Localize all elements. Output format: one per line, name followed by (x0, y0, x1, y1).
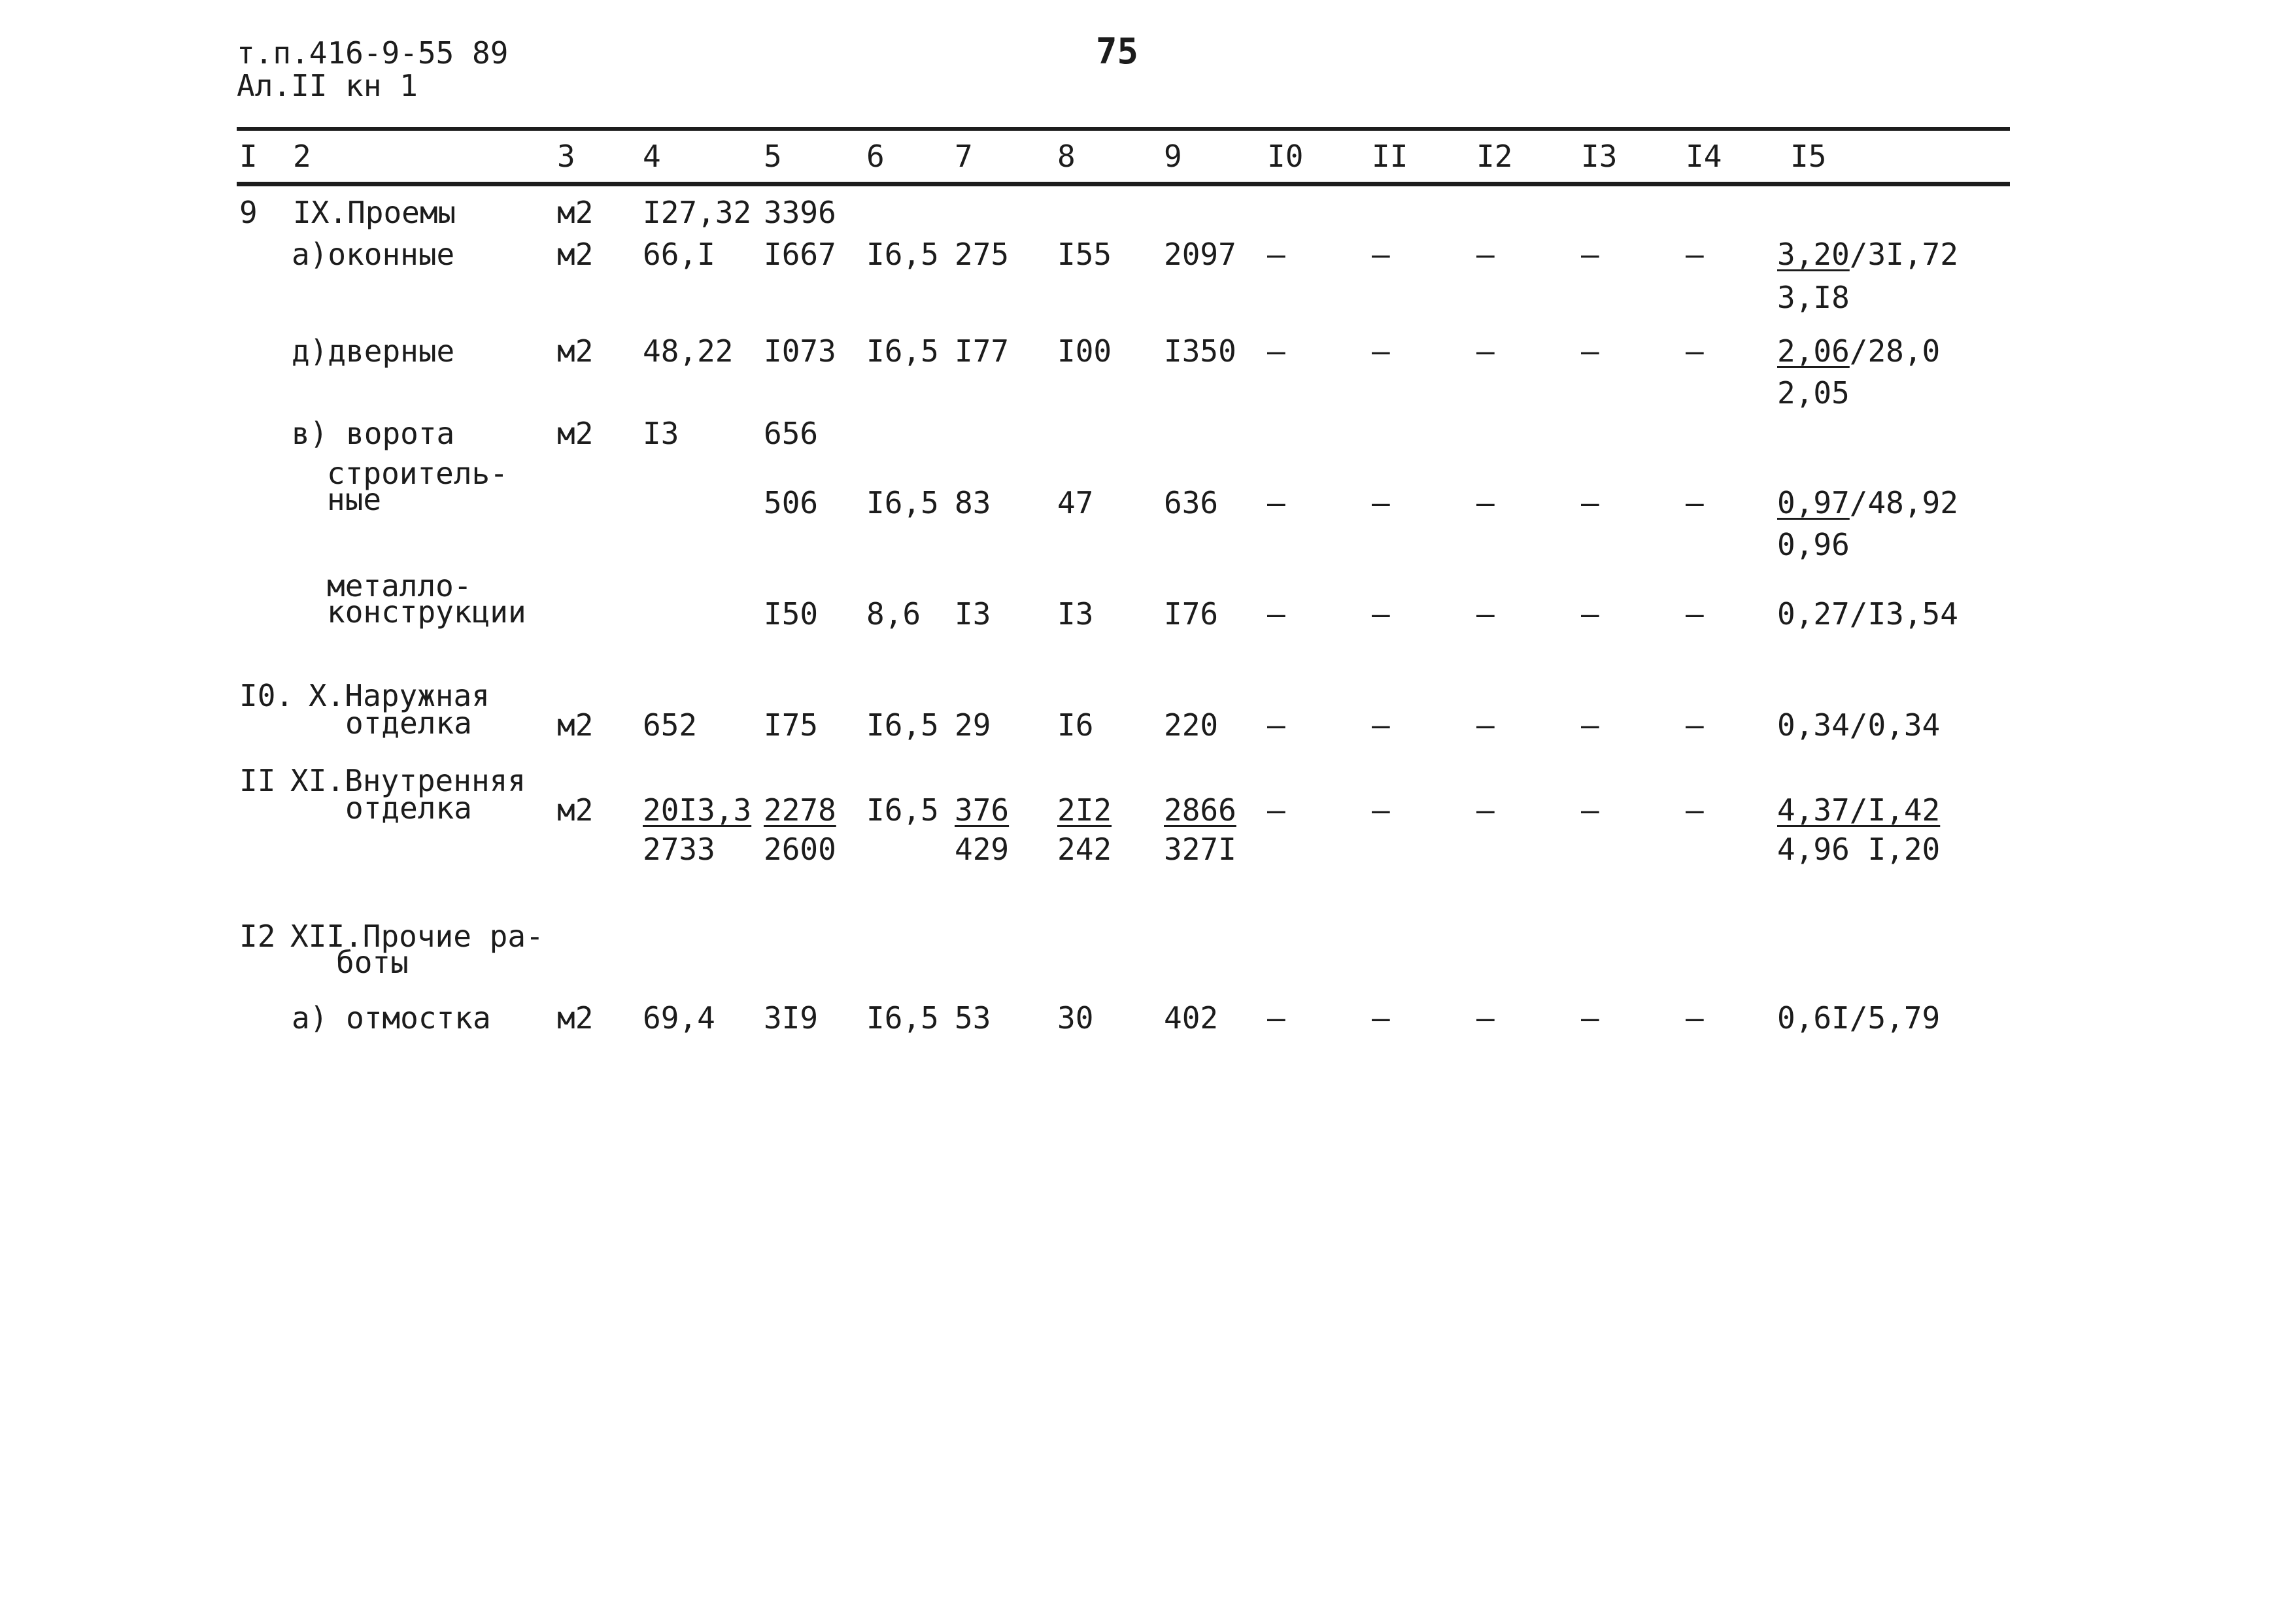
dash-col13: – (1581, 333, 1599, 369)
cell-col8: 47 (1057, 485, 1094, 520)
cell-col15-tail: /3I,72 (1849, 237, 1958, 272)
dash-col13: – (1581, 485, 1599, 520)
dash-col12: – (1476, 792, 1495, 828)
cell-col4: 48,22 (643, 333, 734, 369)
cell-col15-numerator: 2,06 (1777, 333, 1850, 369)
work-name: д)дверные (292, 333, 455, 369)
unit: м2 (557, 333, 594, 369)
cell-col15-top (1777, 333, 1941, 369)
dash-col13: – (1581, 707, 1599, 743)
cell-col9: 636 (1164, 485, 1219, 520)
unit: м2 (557, 1000, 594, 1036)
cell-col15-bottom: 4,96 I,20 (1777, 832, 1941, 867)
cell-col15-tail: /48,92 (1849, 485, 1958, 520)
cell-col5: 3I9 (764, 1000, 819, 1036)
unit: м2 (557, 195, 594, 230)
cell-col6: I6,5 (866, 792, 939, 828)
dash-col13: – (1581, 237, 1599, 272)
dash-col11: – (1372, 1000, 1390, 1036)
cell-col8-bottom: 242 (1057, 832, 1112, 867)
cell-col5-bottom: 2600 (764, 832, 836, 867)
album-reference: Ал.II кн 1 (237, 68, 418, 103)
dash-col14: – (1686, 485, 1704, 520)
cell-col8: I00 (1057, 333, 1112, 369)
cell-col7-top: 376 (955, 792, 1010, 828)
cell-col9-top: 2866 (1164, 792, 1236, 828)
dash-col10: – (1267, 1000, 1285, 1036)
work-name-line2: боты (336, 945, 409, 980)
dash-col11: – (1372, 792, 1390, 828)
cell-col15-bottom: 2,05 (1777, 375, 1850, 411)
work-name: а) отмостка (292, 1000, 491, 1036)
cell-col8: I3 (1057, 596, 1094, 632)
dash-col12: – (1476, 237, 1495, 272)
column-header-10: I0 (1267, 139, 1304, 174)
work-name-line2: отделка (345, 790, 472, 826)
work-name-line2: ные (327, 482, 382, 517)
column-header-9: 9 (1164, 139, 1182, 174)
cell-col4: I27,32 (643, 195, 752, 230)
cell-col9: I350 (1164, 333, 1236, 369)
cell-col8: I6 (1057, 707, 1094, 743)
cell-col7: 29 (955, 707, 991, 743)
dash-col14: – (1686, 333, 1704, 369)
cell-col4: 66,I (643, 237, 715, 272)
unit: м2 (557, 707, 594, 743)
cell-col7: 275 (955, 237, 1010, 272)
dash-col10: – (1267, 707, 1285, 743)
cell-col8-top: 2I2 (1057, 792, 1112, 828)
column-header-12: I2 (1476, 139, 1513, 174)
cell-col5: 656 (764, 416, 819, 451)
dash-col11: – (1372, 707, 1390, 743)
row-number: I2 (239, 919, 276, 954)
cell-col15-top (1777, 237, 1958, 272)
cell-col6: I6,5 (866, 485, 939, 520)
document-code: т.п.416-9-55 89 (237, 35, 509, 71)
cell-col6: I6,5 (866, 333, 939, 369)
work-name: в) ворота (292, 416, 455, 451)
cell-col5-top: 2278 (764, 792, 836, 828)
table-header-rule (237, 182, 2010, 186)
dash-col14: – (1686, 792, 1704, 828)
row-number: I0. (239, 678, 294, 713)
cell-col15: 0,27/I3,54 (1777, 596, 1958, 632)
cell-col15-numerator: 3,20 (1777, 237, 1850, 272)
column-header-13: I3 (1581, 139, 1618, 174)
dash-col13: – (1581, 596, 1599, 632)
row-number: II (239, 763, 276, 798)
column-header-6: 6 (866, 139, 885, 174)
dash-col12: – (1476, 333, 1495, 369)
cell-col5: I073 (764, 333, 836, 369)
cell-col7: 83 (955, 485, 991, 520)
dash-col12: – (1476, 485, 1495, 520)
dash-col10: – (1267, 485, 1285, 520)
dash-col10: – (1267, 237, 1285, 272)
cell-col9: 402 (1164, 1000, 1219, 1036)
cell-col6: I6,5 (866, 1000, 939, 1036)
column-header-4: 4 (643, 139, 661, 174)
cell-col6: I6,5 (866, 707, 939, 743)
cell-col5: I667 (764, 237, 836, 272)
dash-col13: – (1581, 1000, 1599, 1036)
dash-col10: – (1267, 333, 1285, 369)
cell-col4: 652 (643, 707, 698, 743)
cell-col15-bottom: 3,I8 (1777, 280, 1850, 315)
unit: м2 (557, 416, 594, 451)
cell-col4: 69,4 (643, 1000, 715, 1036)
work-name-line1: XII.Прочие ра- (290, 919, 544, 954)
dash-col11: – (1372, 333, 1390, 369)
cell-col5: I50 (764, 596, 819, 632)
cell-col7-bottom: 429 (955, 832, 1010, 867)
column-header-5: 5 (764, 139, 782, 174)
dash-col11: – (1372, 485, 1390, 520)
cell-col9-bottom: 327I (1164, 832, 1236, 867)
dash-col12: – (1476, 1000, 1495, 1036)
cell-col5: 506 (764, 485, 819, 520)
column-header-14: I4 (1686, 139, 1722, 174)
work-name-line1: X.Наружная (309, 678, 490, 713)
cell-col9: 2097 (1164, 237, 1236, 272)
cell-col5: 3396 (764, 195, 836, 230)
cell-col7: I3 (955, 596, 991, 632)
cell-col7: 53 (955, 1000, 991, 1036)
cell-col4-bottom: 2733 (643, 832, 715, 867)
column-header-2: 2 (293, 139, 311, 174)
column-header-7: 7 (955, 139, 973, 174)
dash-col12: – (1476, 707, 1495, 743)
dash-col14: – (1686, 707, 1704, 743)
work-name-line2: отделка (345, 705, 472, 741)
dash-col13: – (1581, 792, 1599, 828)
dash-col11: – (1372, 596, 1390, 632)
cell-col9: I76 (1164, 596, 1219, 632)
cell-col4-top: 20I3,3 (643, 792, 752, 828)
dash-col11: – (1372, 237, 1390, 272)
cell-col8: 30 (1057, 1000, 1094, 1036)
dash-col14: – (1686, 237, 1704, 272)
dash-col10: – (1267, 792, 1285, 828)
cell-col6: 8,6 (866, 596, 921, 632)
column-header-15: I5 (1790, 139, 1827, 174)
work-name-line1: металло- (327, 568, 472, 603)
dash-col12: – (1476, 596, 1495, 632)
cell-col15: 0,34/0,34 (1777, 707, 1941, 743)
unit: м2 (557, 792, 594, 828)
work-name-line1: XI.Внутренняя (290, 763, 526, 798)
column-header-8: 8 (1057, 139, 1076, 174)
column-header-11: II (1372, 139, 1408, 174)
cell-col6: I6,5 (866, 237, 939, 272)
work-name-line1: строитель- (327, 456, 508, 491)
cell-col15-top (1777, 485, 1958, 520)
unit: м2 (557, 237, 594, 272)
table-top-rule (237, 127, 2010, 131)
cell-col8: I55 (1057, 237, 1112, 272)
dash-col10: – (1267, 596, 1285, 632)
cell-col15-tail: /28,0 (1849, 333, 1941, 369)
cell-col7: I77 (955, 333, 1010, 369)
work-name: IX.Проемы (293, 195, 456, 230)
cell-col15-top: 4,37/I,42 (1777, 792, 1941, 828)
cell-col4: I3 (643, 416, 679, 451)
column-header-1: I (239, 139, 258, 174)
cell-col15: 0,6I/5,79 (1777, 1000, 1941, 1036)
dash-col14: – (1686, 1000, 1704, 1036)
dash-col14: – (1686, 596, 1704, 632)
cell-col9: 220 (1164, 707, 1219, 743)
column-header-3: 3 (557, 139, 575, 174)
work-name-line2: конструкции (327, 594, 526, 630)
row-number: 9 (239, 195, 258, 230)
work-name: а)оконные (292, 237, 455, 272)
cell-col15-numerator: 0,97 (1777, 485, 1850, 520)
page-number: 75 (1096, 31, 1139, 72)
cell-col15-bottom: 0,96 (1777, 527, 1850, 562)
cell-col5: I75 (764, 707, 819, 743)
